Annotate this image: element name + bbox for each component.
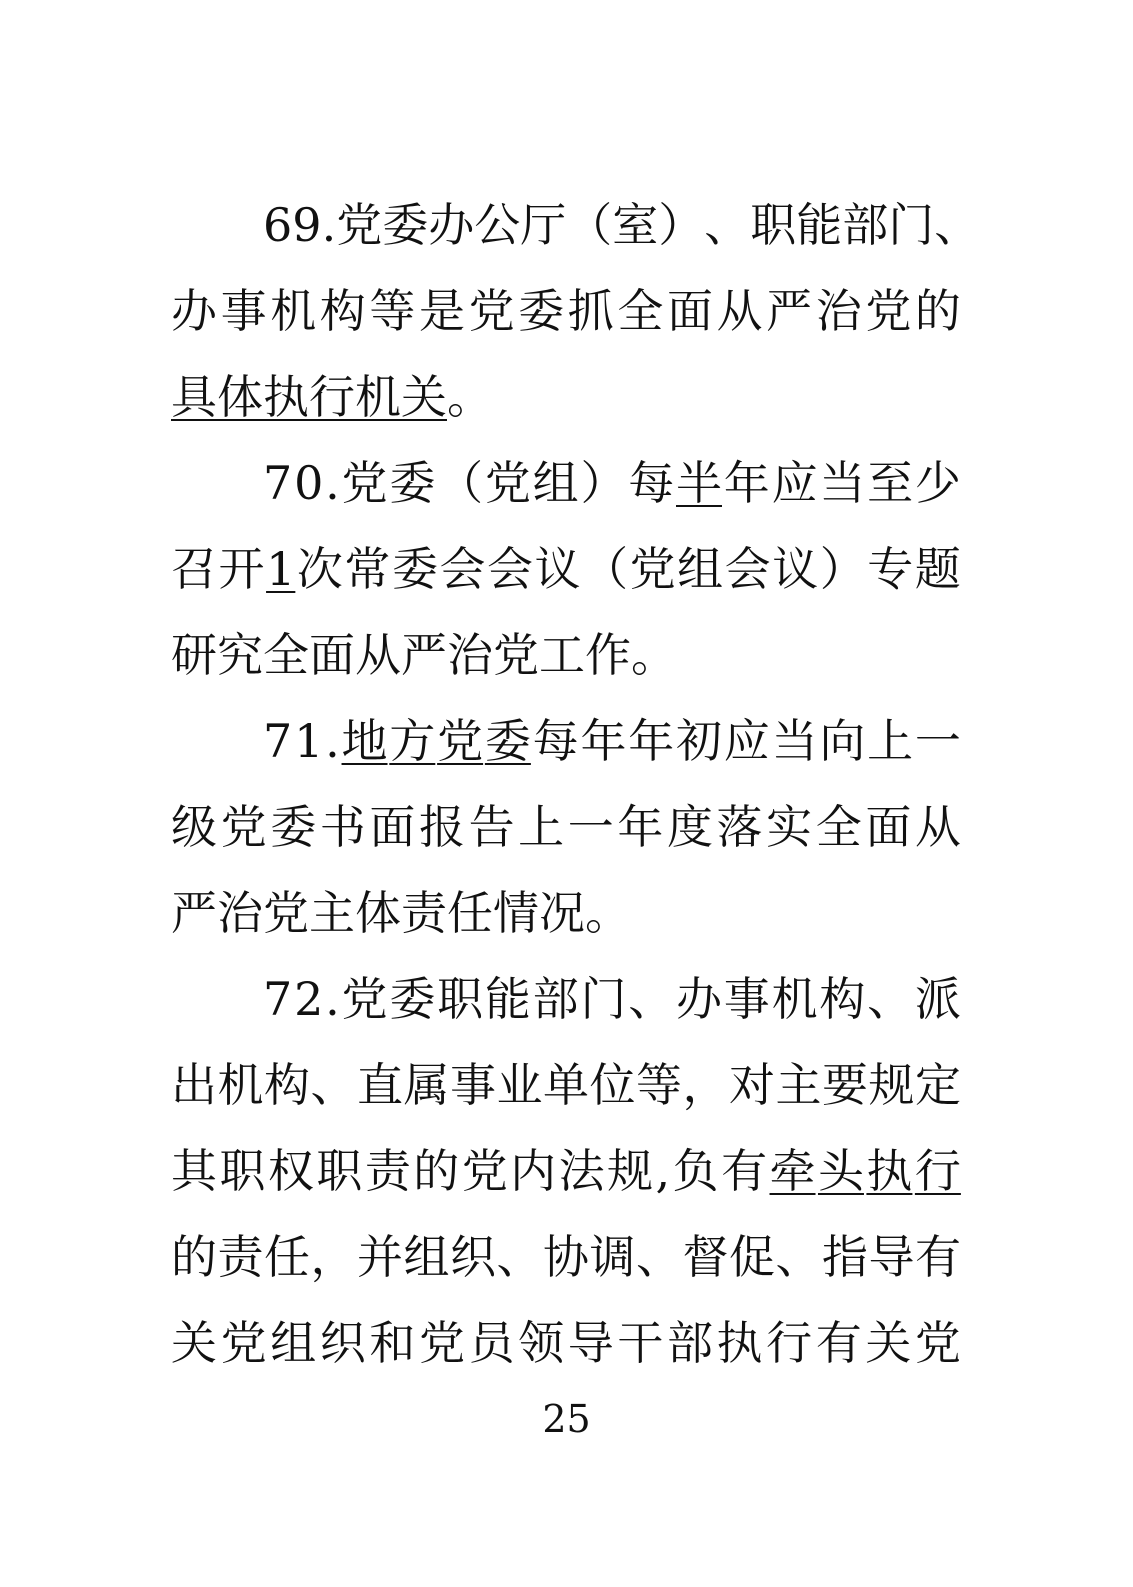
text-char: 的 [914, 284, 961, 338]
text-char: 委 [518, 284, 565, 338]
text-char: , [655, 1144, 671, 1198]
text-char: 委 [382, 198, 429, 252]
text-char: 办 [428, 198, 475, 252]
text-char: 能 [796, 198, 843, 252]
text-char: 部 [532, 972, 579, 1026]
text-char: 全 [815, 800, 862, 854]
text-char: 面 [369, 800, 416, 854]
text-line [171, 354, 961, 440]
text-char: 要 [822, 1058, 868, 1112]
text-char: 和 [369, 1316, 416, 1370]
text-char: 报 [418, 800, 465, 854]
text-char: （ [437, 456, 484, 510]
text-char: 部 [666, 1316, 713, 1370]
text-char: （ [566, 198, 613, 252]
text-line [171, 1214, 961, 1300]
text-char: 召 [171, 542, 217, 596]
text-char: 单 [543, 1058, 589, 1112]
text-char: 的 [413, 1144, 460, 1198]
text-segment: 严治党主体责任情况。 [171, 886, 631, 940]
text-char: 组 [532, 456, 579, 510]
text-char: 党 [914, 1316, 961, 1370]
text-char: 构 [819, 972, 866, 1026]
text-char: 抓 [567, 284, 614, 338]
underlined-char: 头 [817, 1144, 864, 1198]
text-char: 开 [218, 542, 265, 596]
page-number: 25 [542, 1397, 591, 1441]
text-char: 常 [344, 542, 391, 596]
text-char: 门 [888, 198, 935, 252]
text-char: 上 [867, 714, 914, 768]
text-char: 应 [723, 714, 770, 768]
text-char: 并 [357, 1230, 403, 1284]
text-char: 有 [915, 1230, 961, 1284]
text-char: ， [682, 1058, 729, 1112]
text-char: 向 [819, 714, 866, 768]
text-char: 治 [815, 284, 862, 338]
text-segment: 。 [447, 370, 493, 424]
text-char: 会 [724, 542, 771, 596]
text-char: 7 [263, 456, 293, 510]
text-char: 直 [357, 1058, 403, 1112]
text-char: 、 [310, 1058, 357, 1112]
text-char: 应 [771, 456, 818, 510]
text-char: 委 [389, 456, 436, 510]
text-char: 党 [341, 456, 388, 510]
text-char: 职 [219, 1144, 266, 1198]
text-char: 、 [496, 1230, 543, 1284]
text-char: 派 [914, 972, 961, 1026]
underlined-char: 地 [341, 714, 388, 768]
text-char: 等 [636, 1058, 682, 1112]
text-char: 党 [220, 800, 267, 854]
text-line [171, 1128, 961, 1214]
text-char: 至 [867, 456, 914, 510]
text-line [171, 612, 961, 698]
text-char: 、 [934, 198, 981, 252]
text-char: 一 [914, 714, 961, 768]
text-char: 属 [403, 1058, 450, 1112]
text-char: 党 [336, 198, 383, 252]
text-char: 次 [296, 542, 343, 596]
text-char: 督 [682, 1230, 729, 1284]
text-char: 题 [914, 542, 961, 596]
text-line [171, 956, 961, 1042]
text-char: 任 [264, 1230, 310, 1284]
text-line [171, 526, 961, 612]
text-char: 业 [496, 1058, 543, 1112]
text-char: ） [658, 198, 705, 252]
text-char: 议 [534, 542, 581, 596]
text-line [171, 1300, 961, 1386]
text-char: 室 [612, 198, 659, 252]
text-char: 机 [771, 972, 818, 1026]
text-char: 公 [474, 198, 521, 252]
text-char: 上 [518, 800, 565, 854]
text-line [171, 268, 961, 354]
text-char: 职 [437, 972, 484, 1026]
text-char: 有 [721, 1144, 768, 1198]
text-char: 初 [676, 714, 722, 768]
paragraph [171, 182, 981, 440]
text-char: 、 [628, 972, 675, 1026]
underlined-char: 行 [914, 1144, 961, 1198]
text-char: 责 [217, 1230, 264, 1284]
text-char: 实 [766, 800, 813, 854]
text-char: 执 [716, 1316, 763, 1370]
text-char: 调 [589, 1230, 636, 1284]
text-char: 领 [518, 1316, 565, 1370]
text-char: 其 [171, 1144, 217, 1198]
text-char: 面 [865, 800, 912, 854]
text-char: 书 [319, 800, 366, 854]
text-char: 党 [865, 284, 912, 338]
text-char: 事 [220, 284, 267, 338]
text-char: 规 [868, 1058, 915, 1112]
text-char: 少 [914, 456, 961, 510]
text-char: 内 [510, 1144, 557, 1198]
text-char: 专 [867, 542, 914, 596]
text-char: 度 [666, 800, 713, 854]
underlined-char: 委 [484, 714, 531, 768]
text-char: 当 [819, 456, 866, 510]
text-char: 级 [171, 800, 217, 854]
text-char: 职 [750, 198, 797, 252]
text-char: 事 [450, 1058, 496, 1112]
text-char: 权 [267, 1144, 314, 1198]
text-line [171, 698, 961, 784]
text-char: 每 [532, 714, 579, 768]
text-char: 0 [294, 456, 324, 510]
text-char: 委 [270, 800, 317, 854]
text-char: 对 [729, 1058, 775, 1112]
text-char: 面 [666, 284, 713, 338]
underlined-char: 执 [866, 1144, 913, 1198]
text-char: 组 [403, 1230, 450, 1284]
text-char: 规 [607, 1144, 654, 1198]
text-char: 、 [867, 972, 914, 1026]
text-char: 是 [418, 284, 465, 338]
text-char: 导 [868, 1230, 915, 1284]
paragraph [171, 440, 961, 698]
text-char: 关 [865, 1316, 912, 1370]
underlined-text: 具体执行机关 [171, 370, 447, 424]
text-char: 组 [677, 542, 724, 596]
text-line [171, 1042, 961, 1128]
paragraph [171, 956, 961, 1386]
text-segment: 研究全面从严治党工作。 [171, 628, 677, 682]
text-char: 协 [543, 1230, 589, 1284]
text-char: 1 [294, 714, 324, 768]
text-char: 办 [676, 972, 722, 1026]
text-char: 年 [617, 800, 664, 854]
text-char: ） [580, 456, 627, 510]
text-char: 织 [319, 1316, 366, 1370]
text-char: 负 [672, 1144, 719, 1198]
text-char: 全 [617, 284, 664, 338]
text-char: 当 [771, 714, 818, 768]
underlined-char: 牵 [769, 1144, 816, 1198]
text-char: （ [582, 542, 629, 596]
text-char: 等 [369, 284, 416, 338]
text-char: 行 [766, 1316, 813, 1370]
underlined-char: 1 [266, 542, 296, 596]
text-char: 门 [580, 972, 627, 1026]
text-char: 会 [487, 542, 533, 596]
text-char: 从 [716, 284, 763, 338]
text-char: 告 [468, 800, 515, 854]
text-char: 职 [316, 1144, 363, 1198]
text-char: 定 [915, 1058, 961, 1112]
text-char: 部 [842, 198, 889, 252]
paragraph [171, 698, 961, 956]
text-char: 从 [914, 800, 961, 854]
body-text [171, 182, 981, 1386]
text-char: 员 [468, 1316, 515, 1370]
text-char: 党 [418, 1316, 465, 1370]
text-char: 能 [484, 972, 531, 1026]
text-char: 关 [171, 1316, 217, 1370]
text-char: 9 [292, 198, 322, 252]
text-line [171, 784, 961, 870]
text-char: . [325, 714, 340, 768]
text-char: 党 [468, 284, 515, 338]
text-char: 党 [484, 456, 531, 510]
text-char: 会 [439, 542, 486, 596]
text-char: ， [310, 1230, 357, 1284]
text-char: 指 [822, 1230, 868, 1284]
text-char: 导 [567, 1316, 614, 1370]
text-char: . [325, 456, 340, 510]
text-char: 年 [723, 456, 770, 510]
text-char: 构 [264, 1058, 310, 1112]
text-char: 构 [319, 284, 366, 338]
text-char: 促 [729, 1230, 775, 1284]
text-line [171, 440, 961, 526]
text-char: 党 [461, 1144, 508, 1198]
text-char: 、 [775, 1230, 822, 1284]
text-char: 严 [766, 284, 813, 338]
text-char: 议 [772, 542, 819, 596]
text-char: 办 [171, 284, 217, 338]
text-line [171, 182, 981, 268]
text-char: 织 [450, 1230, 496, 1284]
text-char: 党 [629, 542, 676, 596]
text-char: 机 [270, 284, 317, 338]
text-char: 落 [716, 800, 763, 854]
text-char: 党 [341, 972, 388, 1026]
underlined-char: 方 [389, 714, 436, 768]
text-line [171, 870, 961, 956]
text-char: 委 [391, 542, 438, 596]
text-char: 一 [567, 800, 614, 854]
text-char: 7 [263, 714, 293, 768]
text-char: . [321, 198, 337, 252]
underlined-char: 半 [676, 456, 722, 510]
text-char: 法 [558, 1144, 605, 1198]
text-char: 党 [220, 1316, 267, 1370]
text-char: 6 [263, 198, 293, 252]
text-char: 年 [628, 714, 675, 768]
text-char: 事 [723, 972, 770, 1026]
text-char: 厅 [520, 198, 567, 252]
text-char: . [325, 972, 340, 1026]
text-char: 委 [389, 972, 436, 1026]
text-char: 责 [364, 1144, 411, 1198]
text-char: 主 [775, 1058, 822, 1112]
text-char: 位 [589, 1058, 636, 1112]
text-char: 的 [171, 1230, 217, 1284]
text-char: 机 [217, 1058, 264, 1112]
underlined-char: 党 [437, 714, 484, 768]
text-char: 、 [704, 198, 751, 252]
text-char: 干 [617, 1316, 664, 1370]
text-char: ） [819, 542, 866, 596]
text-char: 2 [294, 972, 324, 1026]
text-char: 年 [580, 714, 627, 768]
text-char: 、 [636, 1230, 682, 1284]
text-char: 有 [815, 1316, 862, 1370]
text-char: 组 [270, 1316, 317, 1370]
text-char: 出 [171, 1058, 217, 1112]
text-char: 7 [263, 972, 293, 1026]
text-char: 每 [628, 456, 675, 510]
